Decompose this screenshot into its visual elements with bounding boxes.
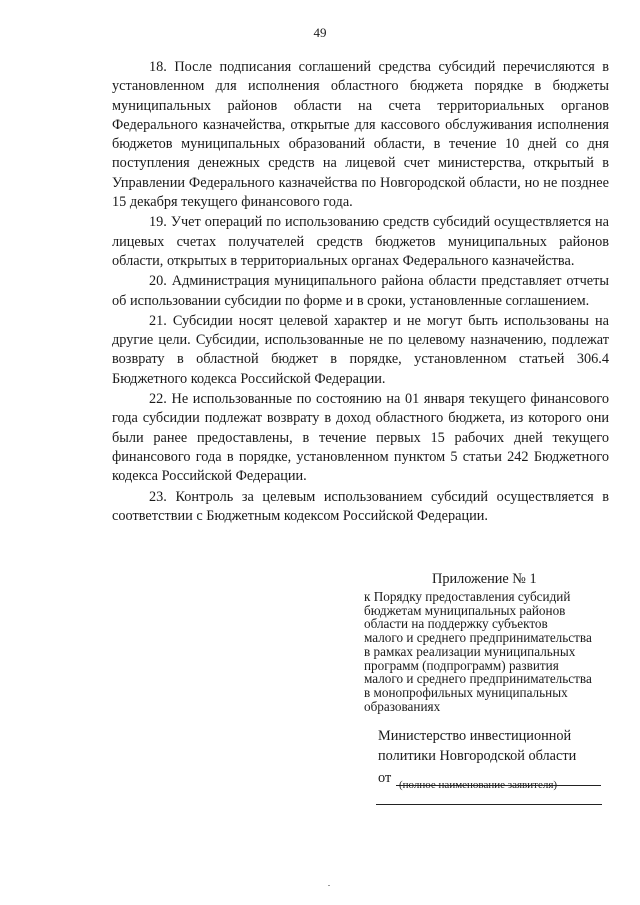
paragraph-23: 23. Контроль за целевым использованием субсидий осуществляется в соответствии с Бюджетным кодексом Российской Федерации.: [112, 488, 609, 524]
recipient-line: Министерство инвестиционной: [378, 728, 572, 744]
paragraph-20: 20. Администрация муниципального района области представляет отчеты об использовании субсидии по форме и в сроки, установленные соглашением.: [112, 273, 609, 309]
annex-subtitle-line: в монопрофильных муниципальных: [364, 684, 568, 700]
annex-subtitle-line: малого и среднего предпринимательства: [364, 630, 592, 646]
from-label: от: [378, 770, 392, 786]
annex-subtitle-line: малого и среднего предпринимательства: [364, 671, 592, 687]
paragraph-18: 18. После подписания соглашений средства субсидий перечисляются в установленном для исполнения областного бюджета порядке в бюджеты муниципальных районов области на счета территориальных органов Федерального казначейства, открытые для кассового обслуживания исполнения бюджетов муниципальных образований области, в течение 10 дней со дня поступления денежных средств на лицевой счет министерства, открытый в Управлении Федерального казначейства по Новгородской области, но не позднее 15 декабря текущего финансового года.: [112, 59, 609, 211]
applicant-name-second-line: [376, 804, 602, 805]
scan-speck: [328, 885, 330, 886]
annex-subtitle-line: к Порядку предоставления субсидий: [364, 589, 571, 604]
annex-title: Приложение № 1: [432, 571, 537, 587]
annex-subtitle-line: в рамках реализации муниципальных: [364, 643, 576, 659]
annex-subtitle: [364, 590, 614, 713]
page-number: 49: [313, 25, 327, 40]
applicant-name-caption: (полное наименование заявителя): [399, 779, 558, 791]
paragraph-19: 19. Учет операций по использованию средств субсидий осуществляется на лицевых счетах получателей средств бюджетов муниципальных районов области, открытых в территориальных органах Федерального казначейства.: [112, 214, 609, 269]
annex-subtitle-line: бюджетам муниципальных районов: [364, 602, 566, 618]
annex-subtitle-line: области на поддержку субъектов: [364, 616, 548, 632]
annex-subtitle-line: образованиях: [364, 698, 441, 714]
recipient-block: [378, 727, 613, 766]
recipient-line: политики Новгородской области: [378, 747, 577, 764]
annex-subtitle-line: программ (подпрограмм) развития: [364, 657, 559, 673]
document-body: [112, 58, 609, 527]
paragraph-22: 22. Не использованные по состоянию на 01 января текущего финансового года субсидии подлежат возврату в доход областного бюджета, из которого они были ранее предоставлены, в течение первых 15 рабочих дней текущего финансового года в порядке, установленном пунктом 5 статьи 242 Бюджетного кодекса Российской Федерации.: [112, 391, 609, 485]
paragraph-21: 21. Субсидии носят целевой характер и не могут быть использованы на другие цели. Субсидии, использованные не по целевому назначению, подлежат возврату в областной бюджет в порядке, установленном статьей 306.4 Бюджетного кодекса Российской Федерации.: [112, 312, 609, 387]
